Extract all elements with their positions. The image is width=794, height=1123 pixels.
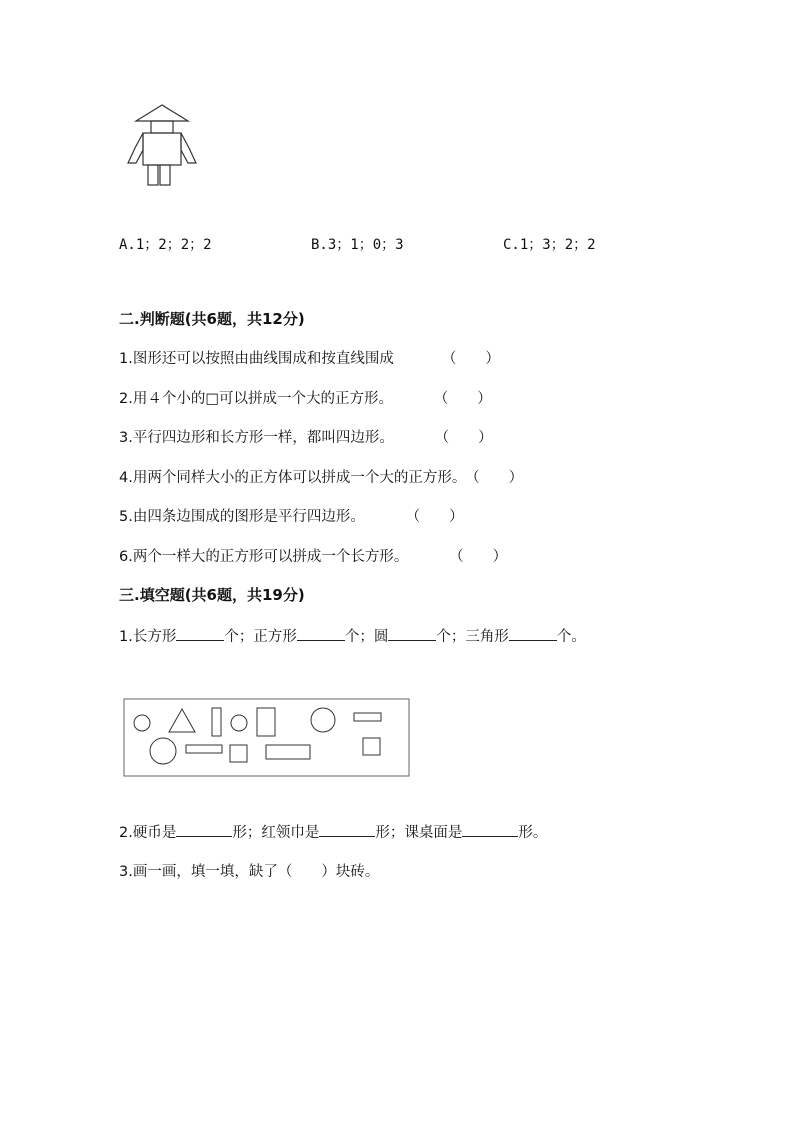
fill-blank[interactable]	[319, 822, 375, 837]
judge-question-text: 3.平行四边形和长方形一样，都叫四边形。	[119, 430, 394, 446]
robot-right-arm	[181, 133, 196, 163]
shape-rectangle	[354, 713, 381, 721]
shape-square	[363, 738, 380, 755]
fill-text: 形；红领巾是	[232, 825, 320, 841]
shape-circle	[150, 738, 176, 764]
fill-text: 个；正方形	[224, 629, 297, 645]
shape-rectangle	[257, 708, 275, 736]
fill-text: 个；圆	[344, 629, 389, 645]
robot-body-rectangle	[143, 133, 181, 165]
shapes-figure	[123, 698, 411, 778]
judge-question-3	[119, 426, 493, 447]
judge-question-text: 6.两个一样大的正方形可以拼成一个长方形。	[119, 549, 409, 565]
fill-text: 形；课桌面是	[375, 825, 463, 841]
section2-title: 二.判断题(共6题，共12分)	[119, 310, 305, 328]
robot-figure	[126, 104, 198, 188]
judge-question-text: 4.用两个同样大小的正方体可以拼成一个大的正方形。	[119, 470, 467, 486]
fill-blank[interactable]	[176, 626, 224, 641]
fill-text: 个；三角形	[436, 629, 509, 645]
judge-question-text: 2.用４个小的□可以拼成一个大的正方形。	[119, 391, 394, 407]
fill-blank[interactable]	[388, 626, 436, 641]
judge-question-1	[119, 347, 500, 368]
answer-paren[interactable]: （ ）	[412, 509, 464, 525]
option-a[interactable]: A.1；2；2；2	[119, 237, 212, 253]
shape-circle	[311, 708, 335, 732]
answer-paren[interactable]: （ ）	[456, 549, 508, 565]
answer-paren[interactable]: （ ）	[472, 470, 524, 486]
shape-triangle	[169, 709, 195, 732]
judge-question-6	[119, 545, 507, 566]
option-b[interactable]: B.3；1；0；3	[311, 237, 404, 253]
fill-question-2	[119, 821, 547, 842]
judge-question-2	[119, 387, 492, 408]
judge-question-5	[119, 505, 464, 526]
answer-paren[interactable]: （ ）	[441, 430, 493, 446]
fill-question-3: 3.画一画，填一填，缺了（ ）块砖。	[119, 864, 380, 880]
answer-paren[interactable]: （ ）	[441, 391, 492, 407]
fill-blank[interactable]	[462, 822, 518, 837]
shape-square	[230, 745, 247, 762]
answer-paren[interactable]: （ ）	[441, 351, 500, 367]
fill-text: 个。	[556, 629, 586, 645]
fill-text: 1.长方形	[119, 629, 177, 645]
shape-rectangle	[186, 745, 222, 753]
shape-circle	[231, 715, 247, 731]
judge-question-text: 5.由四条边围成的图形是平行四边形。	[119, 509, 365, 525]
section3-title: 三.填空题(共6题，共19分)	[119, 586, 305, 604]
fill-blank[interactable]	[509, 626, 557, 641]
shape-rectangle	[266, 745, 310, 759]
shape-circle	[134, 715, 150, 731]
robot-left-leg	[148, 165, 158, 185]
judge-question-4	[119, 466, 523, 487]
fill-text: 形。	[518, 825, 548, 841]
fill-blank[interactable]	[297, 626, 345, 641]
robot-neck-square	[151, 121, 173, 133]
fill-question-1	[119, 625, 586, 646]
judge-question-text: 1.图形还可以按照由曲线围成和按直线围成	[119, 351, 394, 367]
fill-text: 2.硬币是	[119, 825, 177, 841]
robot-hat-triangle	[136, 105, 188, 121]
shape-rectangle	[212, 708, 221, 736]
robot-left-arm	[128, 133, 143, 163]
fill-blank[interactable]	[176, 822, 232, 837]
robot-right-leg	[160, 165, 170, 185]
option-c[interactable]: C.1；3；2；2	[503, 237, 596, 253]
